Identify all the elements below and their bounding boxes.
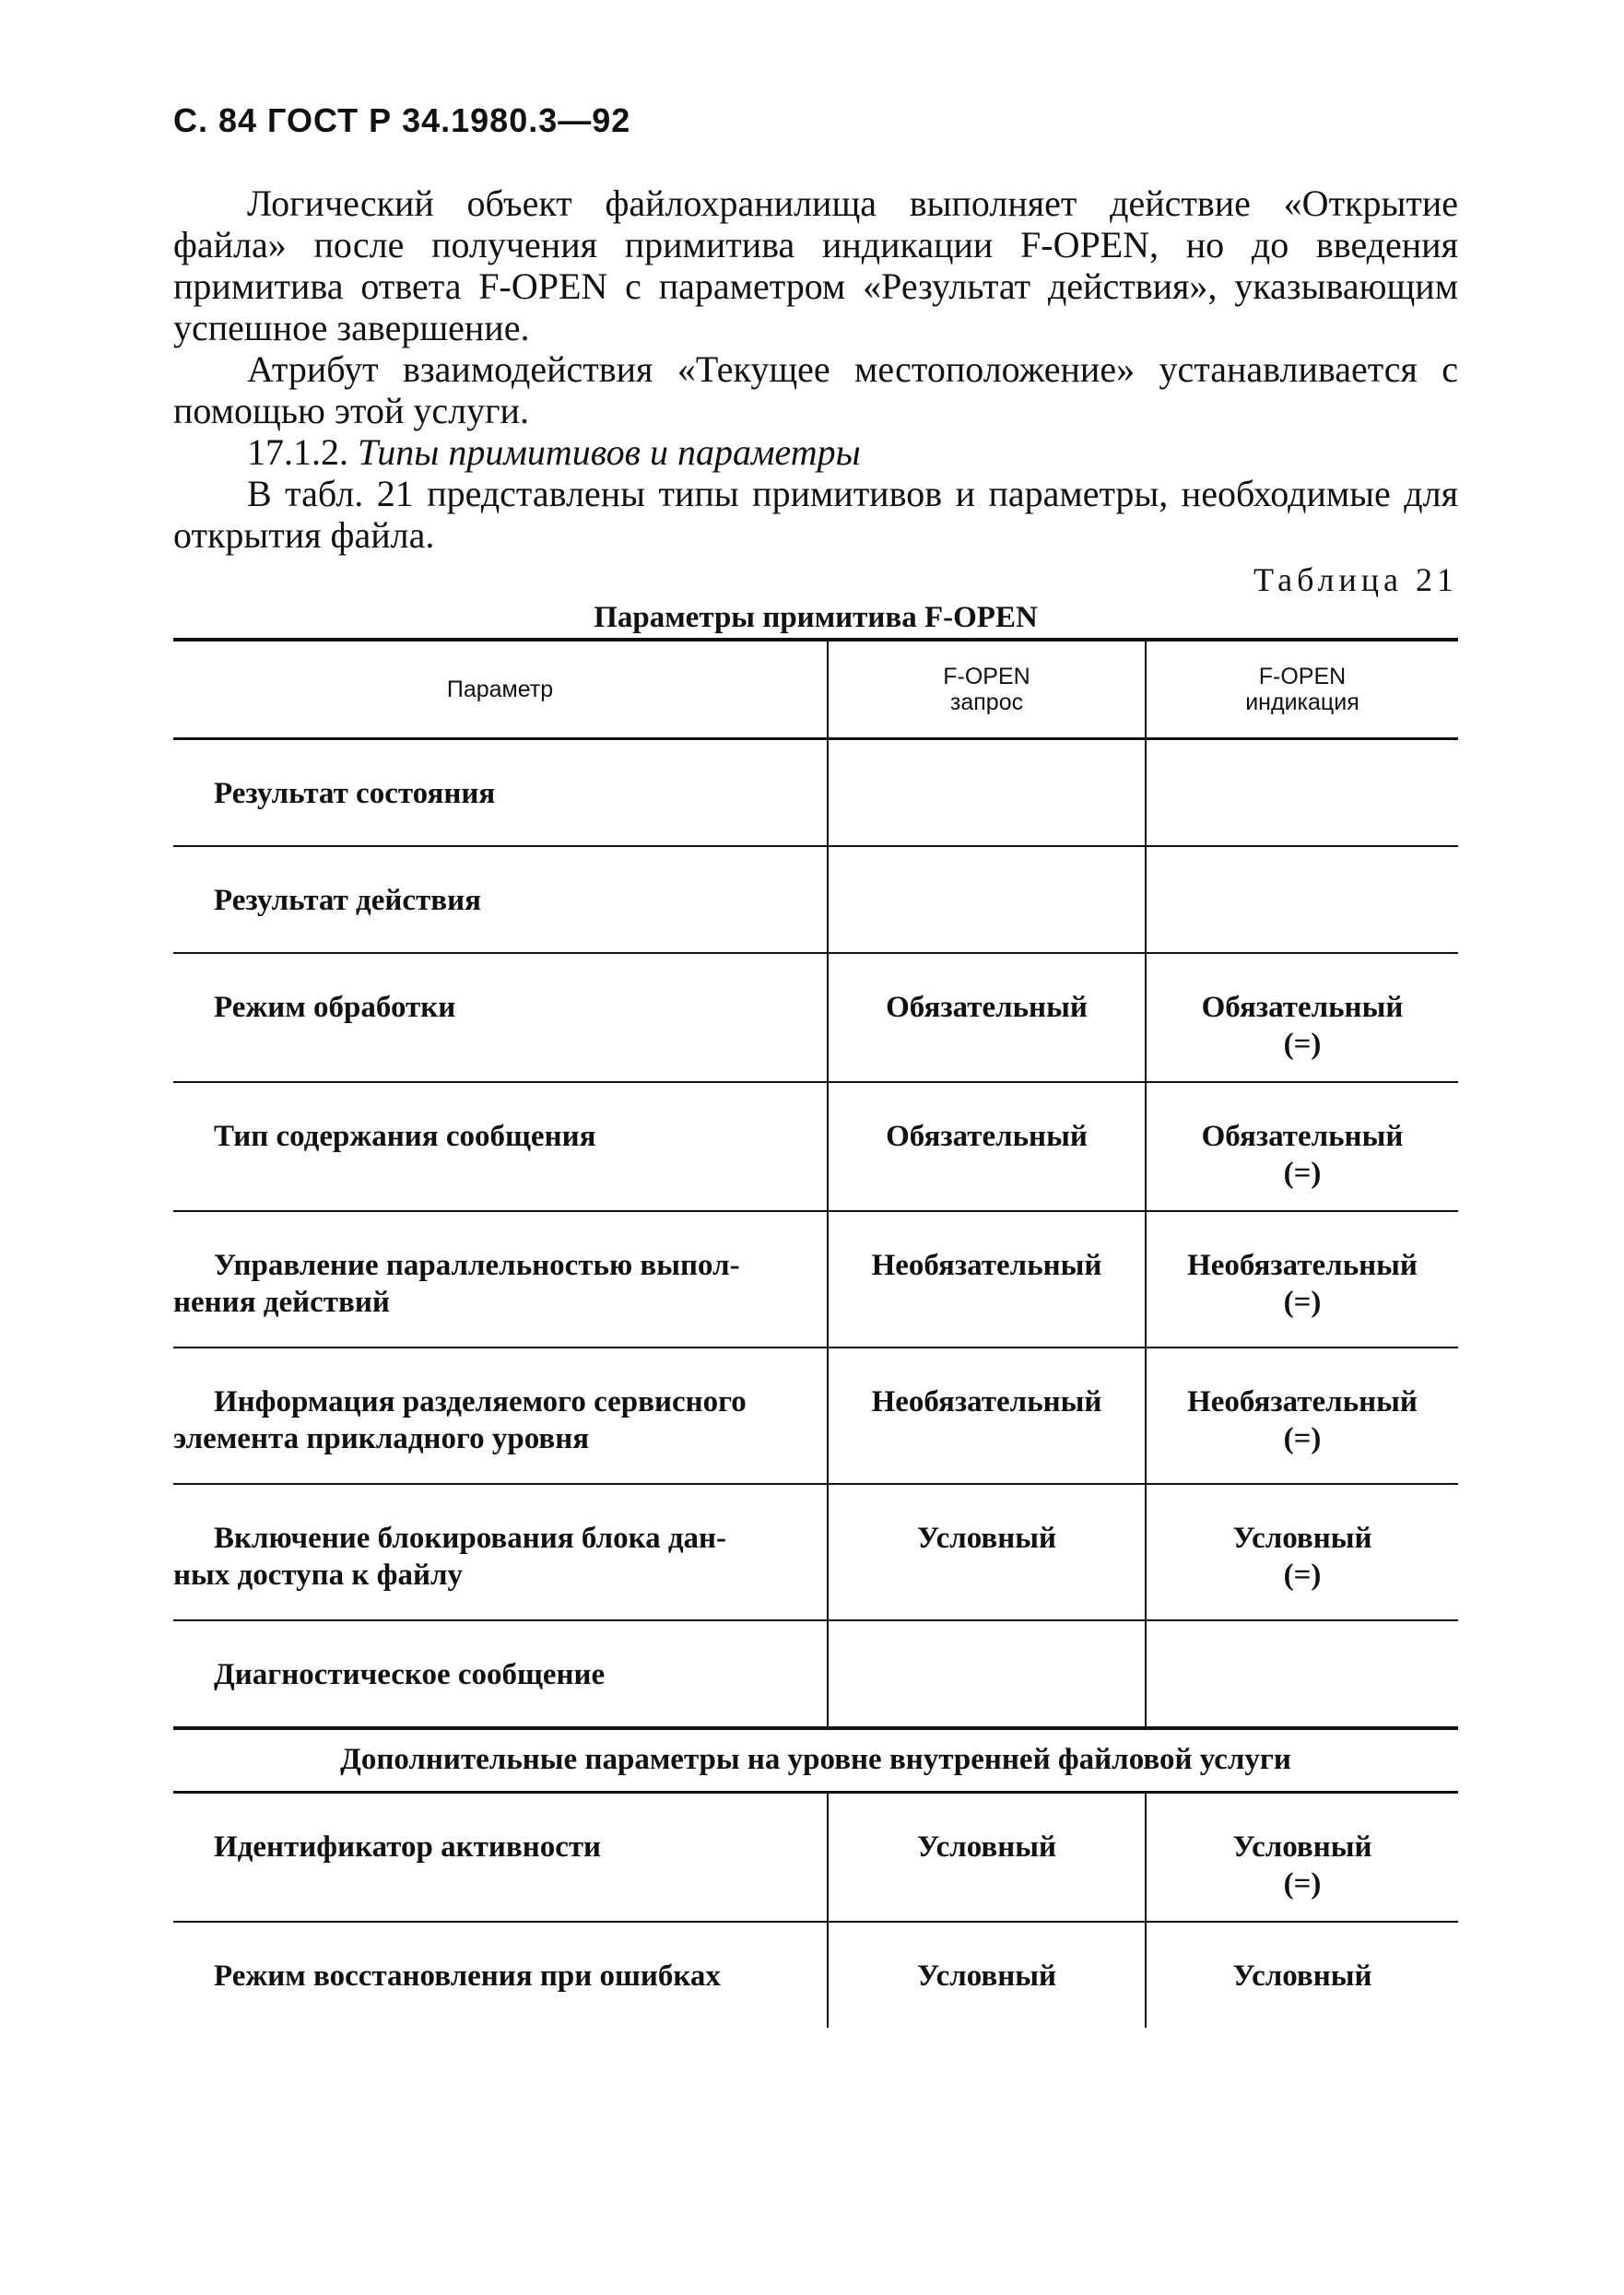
param-name: Идентификатор активности [173, 1793, 828, 1923]
indication-value [1146, 739, 1458, 847]
request-value: Необязательный [828, 1348, 1146, 1484]
table-row [173, 1082, 1458, 1211]
indication-value: Обязательный (=) [1146, 953, 1458, 1082]
body-text [173, 182, 1458, 556]
intro-paragraph: В табл. 21 представлены типы примитивов и параметры, необходимые для открытия файла. [173, 473, 1458, 556]
request-value: Условный [828, 1793, 1146, 1923]
indication-header-line1: F-OPEN [1258, 664, 1347, 689]
param-name: Режим обработки [173, 953, 828, 1082]
param-name: Включение блокирования блока дан- ных доступа к файлу [173, 1484, 828, 1620]
request-value [828, 846, 1146, 953]
column-header-request [828, 640, 1146, 739]
table-row [173, 739, 1458, 847]
section-number: 17.1.2. [247, 431, 348, 473]
request-value: Условный [828, 1484, 1146, 1620]
paragraph-2: Атрибут взаимодействия «Текущее местоположение» устанавливается с помощью этой услуги. [173, 348, 1458, 431]
table-row [173, 846, 1458, 953]
request-header-line1: F-OPEN [943, 664, 1030, 689]
indication-value: Условный (=) [1146, 1484, 1458, 1620]
indication-value: Необязательный (=) [1146, 1211, 1458, 1348]
table-title: Параметры примитива F-OPEN [594, 601, 1038, 634]
table-row [173, 1348, 1458, 1484]
param-name: Тип содержания сообщения [173, 1082, 828, 1211]
param-name: Результат состояния [173, 739, 828, 847]
request-value: Условный [828, 1922, 1146, 2028]
indication-value: Условный [1146, 1922, 1458, 2028]
table-row [173, 953, 1458, 1082]
param-name: Диагностическое сообщение [173, 1620, 828, 1728]
table-row [173, 1620, 1458, 1728]
indication-value: Необязательный (=) [1146, 1348, 1458, 1484]
paragraph-1: Логический объект файлохранилища выполняет действие «Открытие файла» после получения примитива индикации F-OPEN, но до введения примитива ответа F-OPEN с параметром «Результат действия», указывающим успешное завершение. [173, 182, 1458, 348]
table-row [173, 1484, 1458, 1620]
indication-header-line2: индикация [1245, 689, 1359, 715]
table-row [173, 1793, 1458, 1923]
request-value: Необязательный [828, 1211, 1146, 1348]
request-value: Обязательный [828, 953, 1146, 1082]
param-name: Режим восстановления при ошибках [214, 1960, 721, 1993]
table-number: Таблица 21 [1253, 561, 1458, 598]
param-name: Информация разделяемого сервисного элемента прикладного уровня [173, 1348, 828, 1484]
table-row [173, 1922, 1458, 2028]
parameters-table [173, 638, 1458, 2028]
request-value [828, 739, 1146, 847]
request-value [828, 1620, 1146, 1728]
param-name: Управление параллельностью выпол- нения действий [173, 1211, 828, 1348]
request-header-line2: запрос [949, 689, 1024, 715]
table-header-row [173, 640, 1458, 739]
indication-value: Условный (=) [1146, 1793, 1458, 1923]
section-row-label: Дополнительные параметры на уровне внутренней файловой услуги [173, 1728, 1458, 1793]
table-row [173, 1211, 1458, 1348]
section-row [173, 1728, 1458, 1793]
column-header-indication [1146, 640, 1458, 739]
page-header: С. 84 ГОСТ Р 34.1980.3—92 [173, 101, 631, 139]
section-title: Типы примитивов и параметры [358, 431, 861, 473]
param-name: Результат действия [173, 846, 828, 953]
indication-value [1146, 1620, 1458, 1728]
indication-value [1146, 846, 1458, 953]
section-heading [173, 431, 1458, 473]
request-value: Обязательный [828, 1082, 1146, 1211]
column-header-param: Параметр [173, 640, 828, 739]
indication-value: Обязательный (=) [1146, 1082, 1458, 1211]
